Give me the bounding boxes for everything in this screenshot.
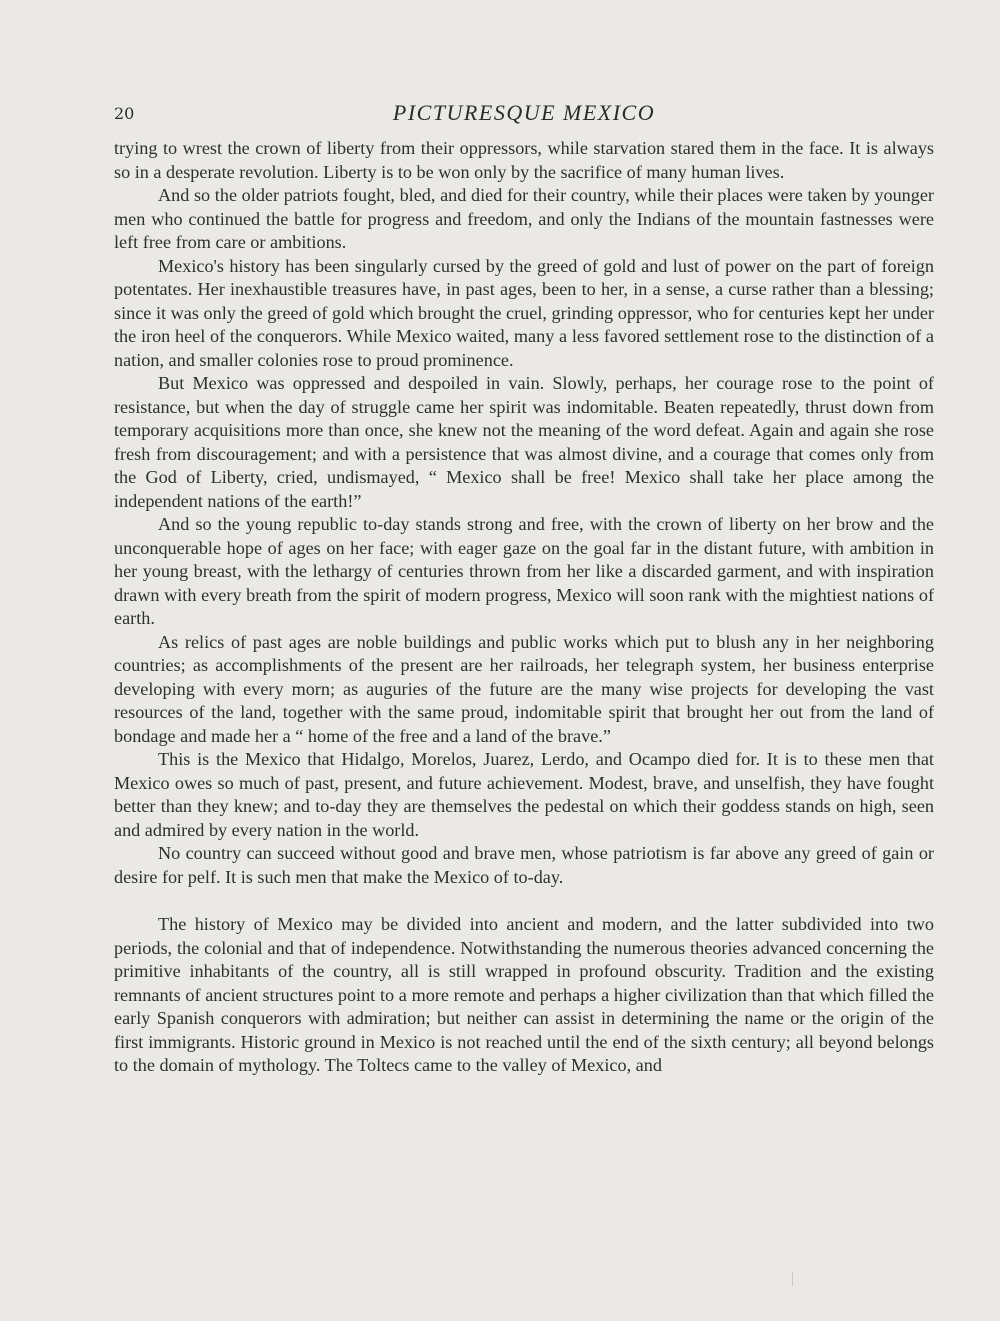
paragraph-8: No country can succeed without good and brave men, whose patriotism is far above any greed of gain or desire for pelf. It is such men that make the Mexico of to-day. — [114, 843, 934, 887]
paragraph-5: And so the young republic to-day stands strong and free, with the crown of liberty on her brow and the unconquerable hope of ages on her face; with eager gaze on the goal far in the distant future, with ambition in her young breast, with the lethargy of centuries thrown from her like a discarded garment, and with inspiration drawn with every breath from the spirit of modern progress, Mexico will soon rank with the mightiest nations of earth. — [114, 514, 934, 628]
page-number: 20 — [114, 104, 135, 123]
body-text — [114, 137, 934, 1078]
paragraph-9: The history of Mexico may be divided into ancient and modern, and the latter subdivided into two periods, the colonial and that of independence. Notwithstanding the numerous theories advanced concerning the primitive inhabitants of the country, all is still wrapped in profound obscurity. Tradition and the existing remnants of ancient structures point to a more remote and perhaps a higher civilization than that which filled the early Spanish conquerors with admiration; but neither can assist in determining the name or the origin of the first immigrants. Historic ground in Mexico is not reached until the end of the sixth century; all beyond belongs to the domain of mythology. The Toltecs came to the valley of Mexico, and — [114, 914, 934, 1075]
running-title: PICTURESQUE MEXICO — [392, 100, 656, 125]
paragraph-3: Mexico's history has been singularly cursed by the greed of gold and lust of power on the part of foreign potentates. Her inexhaustible treasures have, in past ages, been to her, in a sense, a curse rather than a blessing; since it was only the greed of gold which brought the cruel, grinding oppressor, who for centuries kept her under the iron heel of the conquerors. While Mexico waited, many a less favored settlement rose to the distinction of a nation, and smaller colonies rose to proud prominence. — [114, 255, 934, 370]
page-header — [114, 100, 934, 130]
paragraph-4: But Mexico was oppressed and despoiled in vain. Slowly, perhaps, her courage rose to the point of resistance, but when the day of struggle came her spirit was indomitable. Beaten repeatedly, thrust down from temporary acquisitions more than once, she knew not the meaning of the word defeat. Again and again she rose fresh from discouragement; and with a persistence that was almost divine, and a courage that comes only from the God of Liberty, cried, undismayed, “ Mexico shall be free! Mexico shall take her place among the independent nations of the earth!” — [114, 373, 934, 511]
paragraph-1: trying to wrest the crown of liberty from their oppressors, while starvation stared them in the face. It is always so in a desperate revolution. Liberty is to be won only by the sacrifice of many human lives. — [114, 138, 934, 182]
paragraph-7: This is the Mexico that Hidalgo, Morelos, Juarez, Lerdo, and Ocampo died for. It is to these men that Mexico owes so much of past, present, and future achievement. Modest, brave, and unselfish, they have fought better than they knew; and to-day they are themselves the pedestal on which their goddess stands on high, seen and admired by every nation in the world. — [114, 749, 934, 840]
paragraph-2: And so the older patriots fought, bled, and died for their country, while their places were taken by younger men who continued the battle for progress and freedom, and only the Indians of the mountain fastnesses were left free from care or ambitions. — [114, 185, 934, 252]
paragraph-6: As relics of past ages are noble buildings and public works which put to blush any in her neighboring countries; as accomplishments of the present are her railroads, her telegraph system, her business enterprise developing with every morn; as auguries of the future are the many wise projects for developing the vast resources of the land, together with the same proud, indomitable spirit that brought her out from the land of bondage and made her a “ home of the free and a land of the brave.” — [114, 631, 934, 746]
print-mark — [792, 1272, 793, 1286]
